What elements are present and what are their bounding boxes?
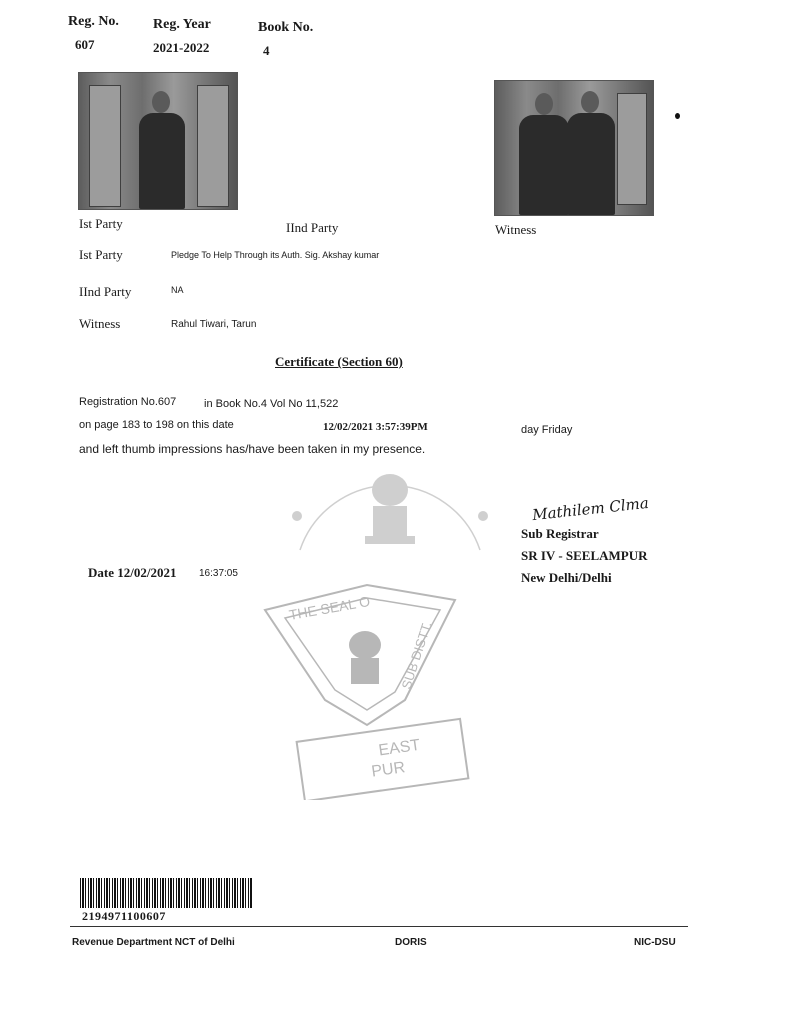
seal-text-top: THE SEAL O <box>287 592 372 623</box>
footer-doris: DORIS <box>395 937 427 948</box>
first-party-photo <box>78 72 238 210</box>
reg-year-label: Reg. Year <box>153 17 211 32</box>
reg-no-label: Reg. No. <box>68 14 119 29</box>
barcode-number: 2194971100607 <box>82 909 166 923</box>
footer-divider <box>70 926 688 927</box>
book-no-label: Book No. <box>258 20 314 35</box>
footer-nic-dsu: NIC-DSU <box>634 937 676 948</box>
witness-label: Witness <box>79 316 121 331</box>
seal-box-line1: EAST <box>377 736 422 760</box>
official-seal-stamp <box>255 560 480 800</box>
second-party-value: NA <box>171 285 184 295</box>
emblem-watermark <box>285 450 495 560</box>
witness-value: Rahul Tiwari, Tarun <box>171 319 257 330</box>
certificate-day: day Friday <box>521 424 573 436</box>
first-party-label: Ist Party <box>79 247 123 262</box>
sub-registrar-title: Sub Registrar <box>521 526 599 541</box>
book-no-value: 4 <box>263 43 270 58</box>
seal-text-side: SUB DISTT. <box>398 619 435 691</box>
second-party-label: IInd Party <box>79 284 132 299</box>
signature: Mathilem Clma <box>531 493 650 525</box>
certificate-datetime: 12/02/2021 3:57:39PM <box>323 421 428 433</box>
reg-no-value: 607 <box>75 37 95 52</box>
ink-dot <box>675 113 680 119</box>
witness-photo <box>494 80 654 216</box>
certificate-reg-no: Registration No.607 <box>79 396 177 408</box>
date-label: Date 12/02/2021 <box>88 565 177 580</box>
certificate-book-vol: in Book No.4 Vol No 11,522 <box>204 398 339 410</box>
caption-second-party: IInd Party <box>286 220 339 235</box>
caption-first-party: Ist Party <box>79 216 123 231</box>
seal-box-line2: PUR <box>370 759 407 781</box>
certificate-title: Certificate (Section 60) <box>275 354 403 369</box>
sub-registrar-location: New Delhi/Delhi <box>521 570 612 585</box>
reg-year-value: 2021-2022 <box>153 40 210 55</box>
first-party-value: Pledge To Help Through its Auth. Sig. Akshay kumar <box>171 250 380 260</box>
caption-witness: Witness <box>495 222 537 237</box>
sub-registrar-office: SR IV - SEELAMPUR <box>521 548 648 563</box>
certificate-pages: on page 183 to 198 on this date <box>79 419 234 431</box>
date-time: 16:37:05 <box>199 568 238 579</box>
certificate-statement: and left thumb impressions has/have been taken in my presence. <box>79 442 426 456</box>
footer-department: Revenue Department NCT of Delhi <box>72 937 235 948</box>
barcode <box>80 878 252 908</box>
